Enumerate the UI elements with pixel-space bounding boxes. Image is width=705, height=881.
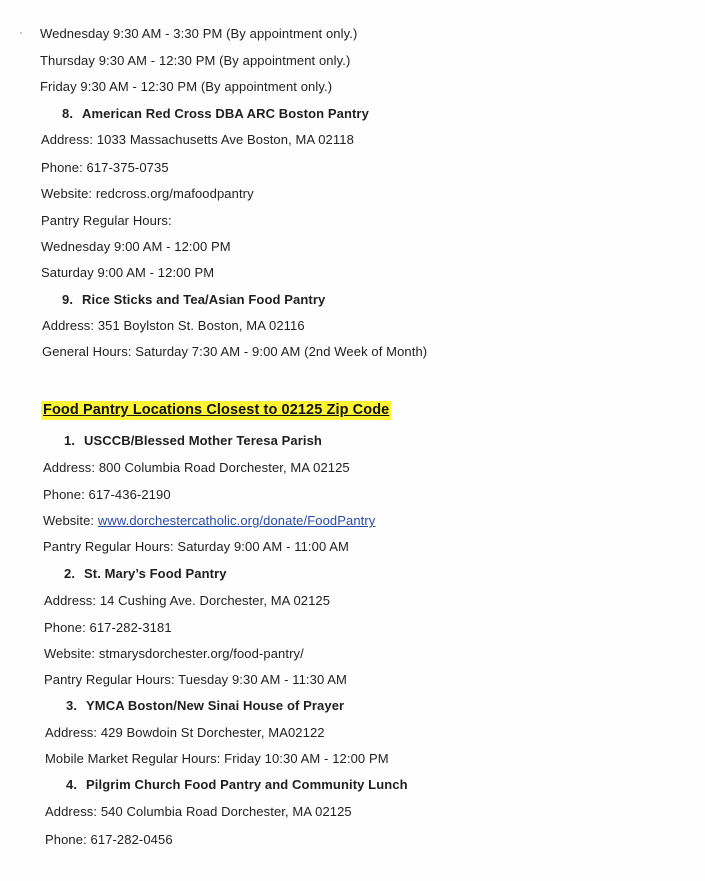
- entry-heading-2: [64, 566, 227, 582]
- entry-hours-label: Pantry Regular Hours:: [41, 213, 172, 228]
- entry-address: Address: 540 Columbia Road Dorchester, MA 02125: [45, 804, 352, 819]
- entry-name: American Red Cross DBA ARC Boston Pantry: [82, 106, 369, 121]
- entry-heading-9: [62, 292, 325, 308]
- entry-hours: Pantry Regular Hours: Tuesday 9:30 AM - 11:30 AM: [44, 672, 347, 687]
- entry-address: Address: 14 Cushing Ave. Dorchester, MA 02125: [44, 593, 331, 608]
- entry-heading-4: [66, 777, 408, 793]
- entry-name: Rice Sticks and Tea/Asian Food Pantry: [82, 292, 326, 307]
- hours-line-friday: Friday 9:30 AM - 12:30 PM (By appointment only.): [40, 79, 333, 94]
- entry-hours: Pantry Regular Hours: Saturday 9:00 AM - 11:00 AM: [43, 539, 349, 554]
- scan-speck: [20, 32, 22, 34]
- entry-address: Address: 351 Boylston St. Boston, MA 02116: [42, 318, 305, 333]
- entry-name: USCCB/Blessed Mother Teresa Parish: [84, 433, 322, 448]
- entry-hours: General Hours: Saturday 7:30 AM - 9:00 AM (2nd Week of Month): [42, 344, 428, 359]
- entry-number: 1.: [64, 433, 76, 448]
- entry-number: 8.: [62, 106, 74, 121]
- entry-hours-line: Wednesday 9:00 AM - 12:00 PM: [41, 239, 231, 254]
- entry-number: 9.: [62, 292, 74, 307]
- entry-hours-line: Saturday 9:00 AM - 12:00 PM: [41, 265, 215, 280]
- entry-name: St. Mary’s Food Pantry: [84, 566, 227, 581]
- website-link[interactable]: www.dorchestercatholic.org/donate/FoodPantry: [97, 513, 376, 528]
- website-label: Website:: [43, 513, 98, 528]
- section-heading: [41, 401, 391, 419]
- entry-number: 3.: [66, 698, 78, 713]
- entry-address: Address: 800 Columbia Road Dorchester, MA 02125: [43, 460, 350, 475]
- entry-phone: Phone: 617-436-2190: [43, 487, 171, 502]
- entry-heading-1: [64, 433, 322, 449]
- entry-hours: Mobile Market Regular Hours: Friday 10:30 AM - 12:00 PM: [45, 751, 389, 766]
- entry-phone: Phone: 617-375-0735: [41, 160, 169, 175]
- entry-number: 2.: [64, 566, 76, 581]
- entry-phone: Phone: 617-282-3181: [44, 620, 172, 635]
- hours-line-wednesday: Wednesday 9:30 AM - 3:30 PM (By appointment only.): [40, 26, 358, 41]
- entry-website: [43, 513, 375, 529]
- entry-name: Pilgrim Church Food Pantry and Community Lunch: [86, 777, 408, 792]
- entry-number: 4.: [66, 777, 78, 792]
- entry-website: Website: stmarysdorchester.org/food-pantry/: [44, 646, 304, 661]
- entry-heading-3: [66, 698, 344, 714]
- entry-website: Website: redcross.org/mafoodpantry: [41, 186, 254, 201]
- entry-address: Address: 1033 Massachusetts Ave Boston, MA 02118: [41, 132, 354, 147]
- entry-address: Address: 429 Bowdoin St Dorchester, MA02122: [45, 725, 325, 740]
- hours-line-thursday: Thursday 9:30 AM - 12:30 PM (By appointment only.): [40, 53, 351, 68]
- entry-heading-8: [62, 106, 369, 122]
- entry-phone: Phone: 617-282-0456: [45, 832, 173, 847]
- section-title: Food Pantry Locations Closest to 02125 Zip Code: [43, 402, 390, 418]
- entry-name: YMCA Boston/New Sinai House of Prayer: [86, 698, 345, 713]
